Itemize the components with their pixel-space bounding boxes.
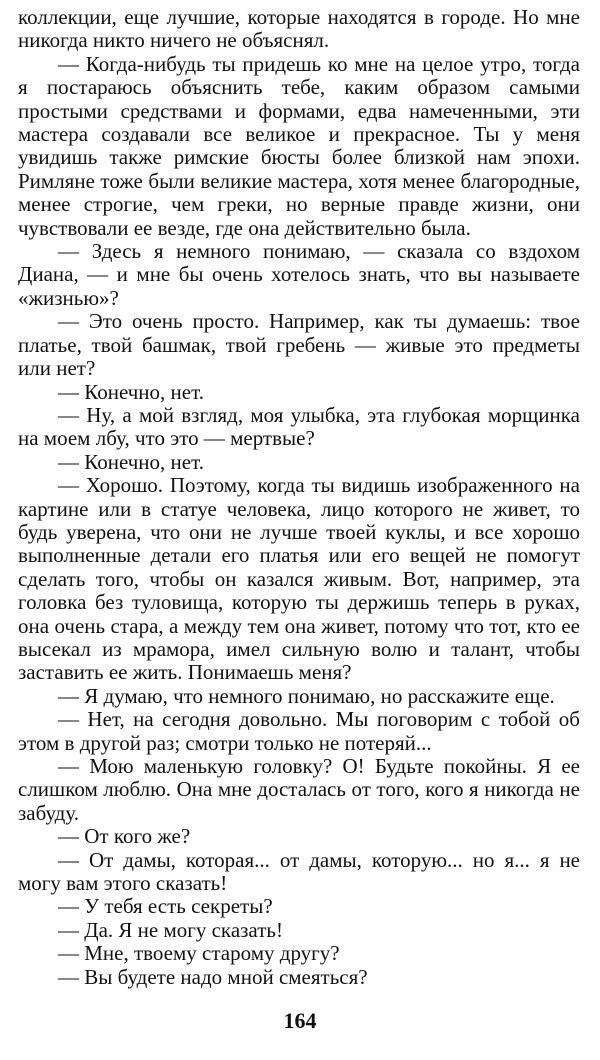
paragraph: — Да. Я не могу сказать! [58, 917, 283, 942]
paragraph: — Когда-нибудь ты придешь ко мне на целое утро, тогда я постараюсь объяснить тебе, каким образом самыми простыми средствами и формами, едва намеченными, эти мастера создавали все великое и прекрасное. Ты у меня увидишь также римские бюсты более близкой нам эпохи. Римляне тоже были великие мастера, хотя менее благородные, менее строгие, чем греки, но верные правде жизни, они чувствовали ее везде, где она действительно была. [18, 51, 580, 240]
paragraph: — У тебя есть секреты? [58, 894, 273, 919]
paragraph: — Нет, на сегодня довольно. Мы поговорим с тобой об этом в другой раз; смотри только не потеряй... [18, 707, 580, 755]
paragraph: коллекции, еще лучшие, которые находятся в городе. Но мне никогда никто ничего не объяснял. [18, 5, 580, 53]
paragraph: — От дамы, которая... от дамы, которую... но я... я не могу вам этого сказать! [18, 847, 580, 896]
paragraph: — Конечно, нет. [58, 449, 204, 474]
paragraph: — От кого же? [58, 824, 191, 849]
book-page [18, 6, 580, 1046]
page-number: 164 [283, 1008, 317, 1033]
paragraph: — Я думаю, что немного понимаю, но расскажите еще. [58, 683, 555, 708]
paragraph: — Ну, а мой взгляд, моя улыбка, эта глубокая морщинка на моем лбу, что это — мертвые? [18, 402, 580, 451]
paragraph: — Мою маленькую головку? О! Будьте покойны. Я ее слишком люблю. Она мне досталась от того, кого я никогда не забуду. [18, 754, 580, 825]
paragraph: — Это очень просто. Например, как ты думаешь: твое платье, твой башмак, твой гребень — живые это предметы или нет? [18, 309, 580, 381]
paragraph: — Хорошо. Поэтому, когда ты видишь изображенного на картине или в статуе человека, лицо которого не живет, то будь уверена, что они не лучше твоей куклы, и все хорошо выполненные детали его платья или его вещей не помогут сделать того, чтобы он казался живым. Вот, например, эта головка без туловища, которую ты держишь теперь в руках, она очень стара, а между тем она живет, потому что тот, кто ее высекал из мрамора, имел сильную волю и талант, чтобы заставить ее жить. Понимаешь меня? [18, 473, 580, 685]
paragraph: — Мне, твоему старому другу? [58, 941, 340, 966]
paragraph: — Здесь я немного понимаю, — сказала со вздохом Диана, — и мне бы очень хотелось знать, что вы называете «жизнью»? [18, 239, 580, 310]
paragraph: — Вы будете надо мной смеяться? [58, 964, 368, 989]
paragraph: — Конечно, нет. [58, 379, 204, 404]
